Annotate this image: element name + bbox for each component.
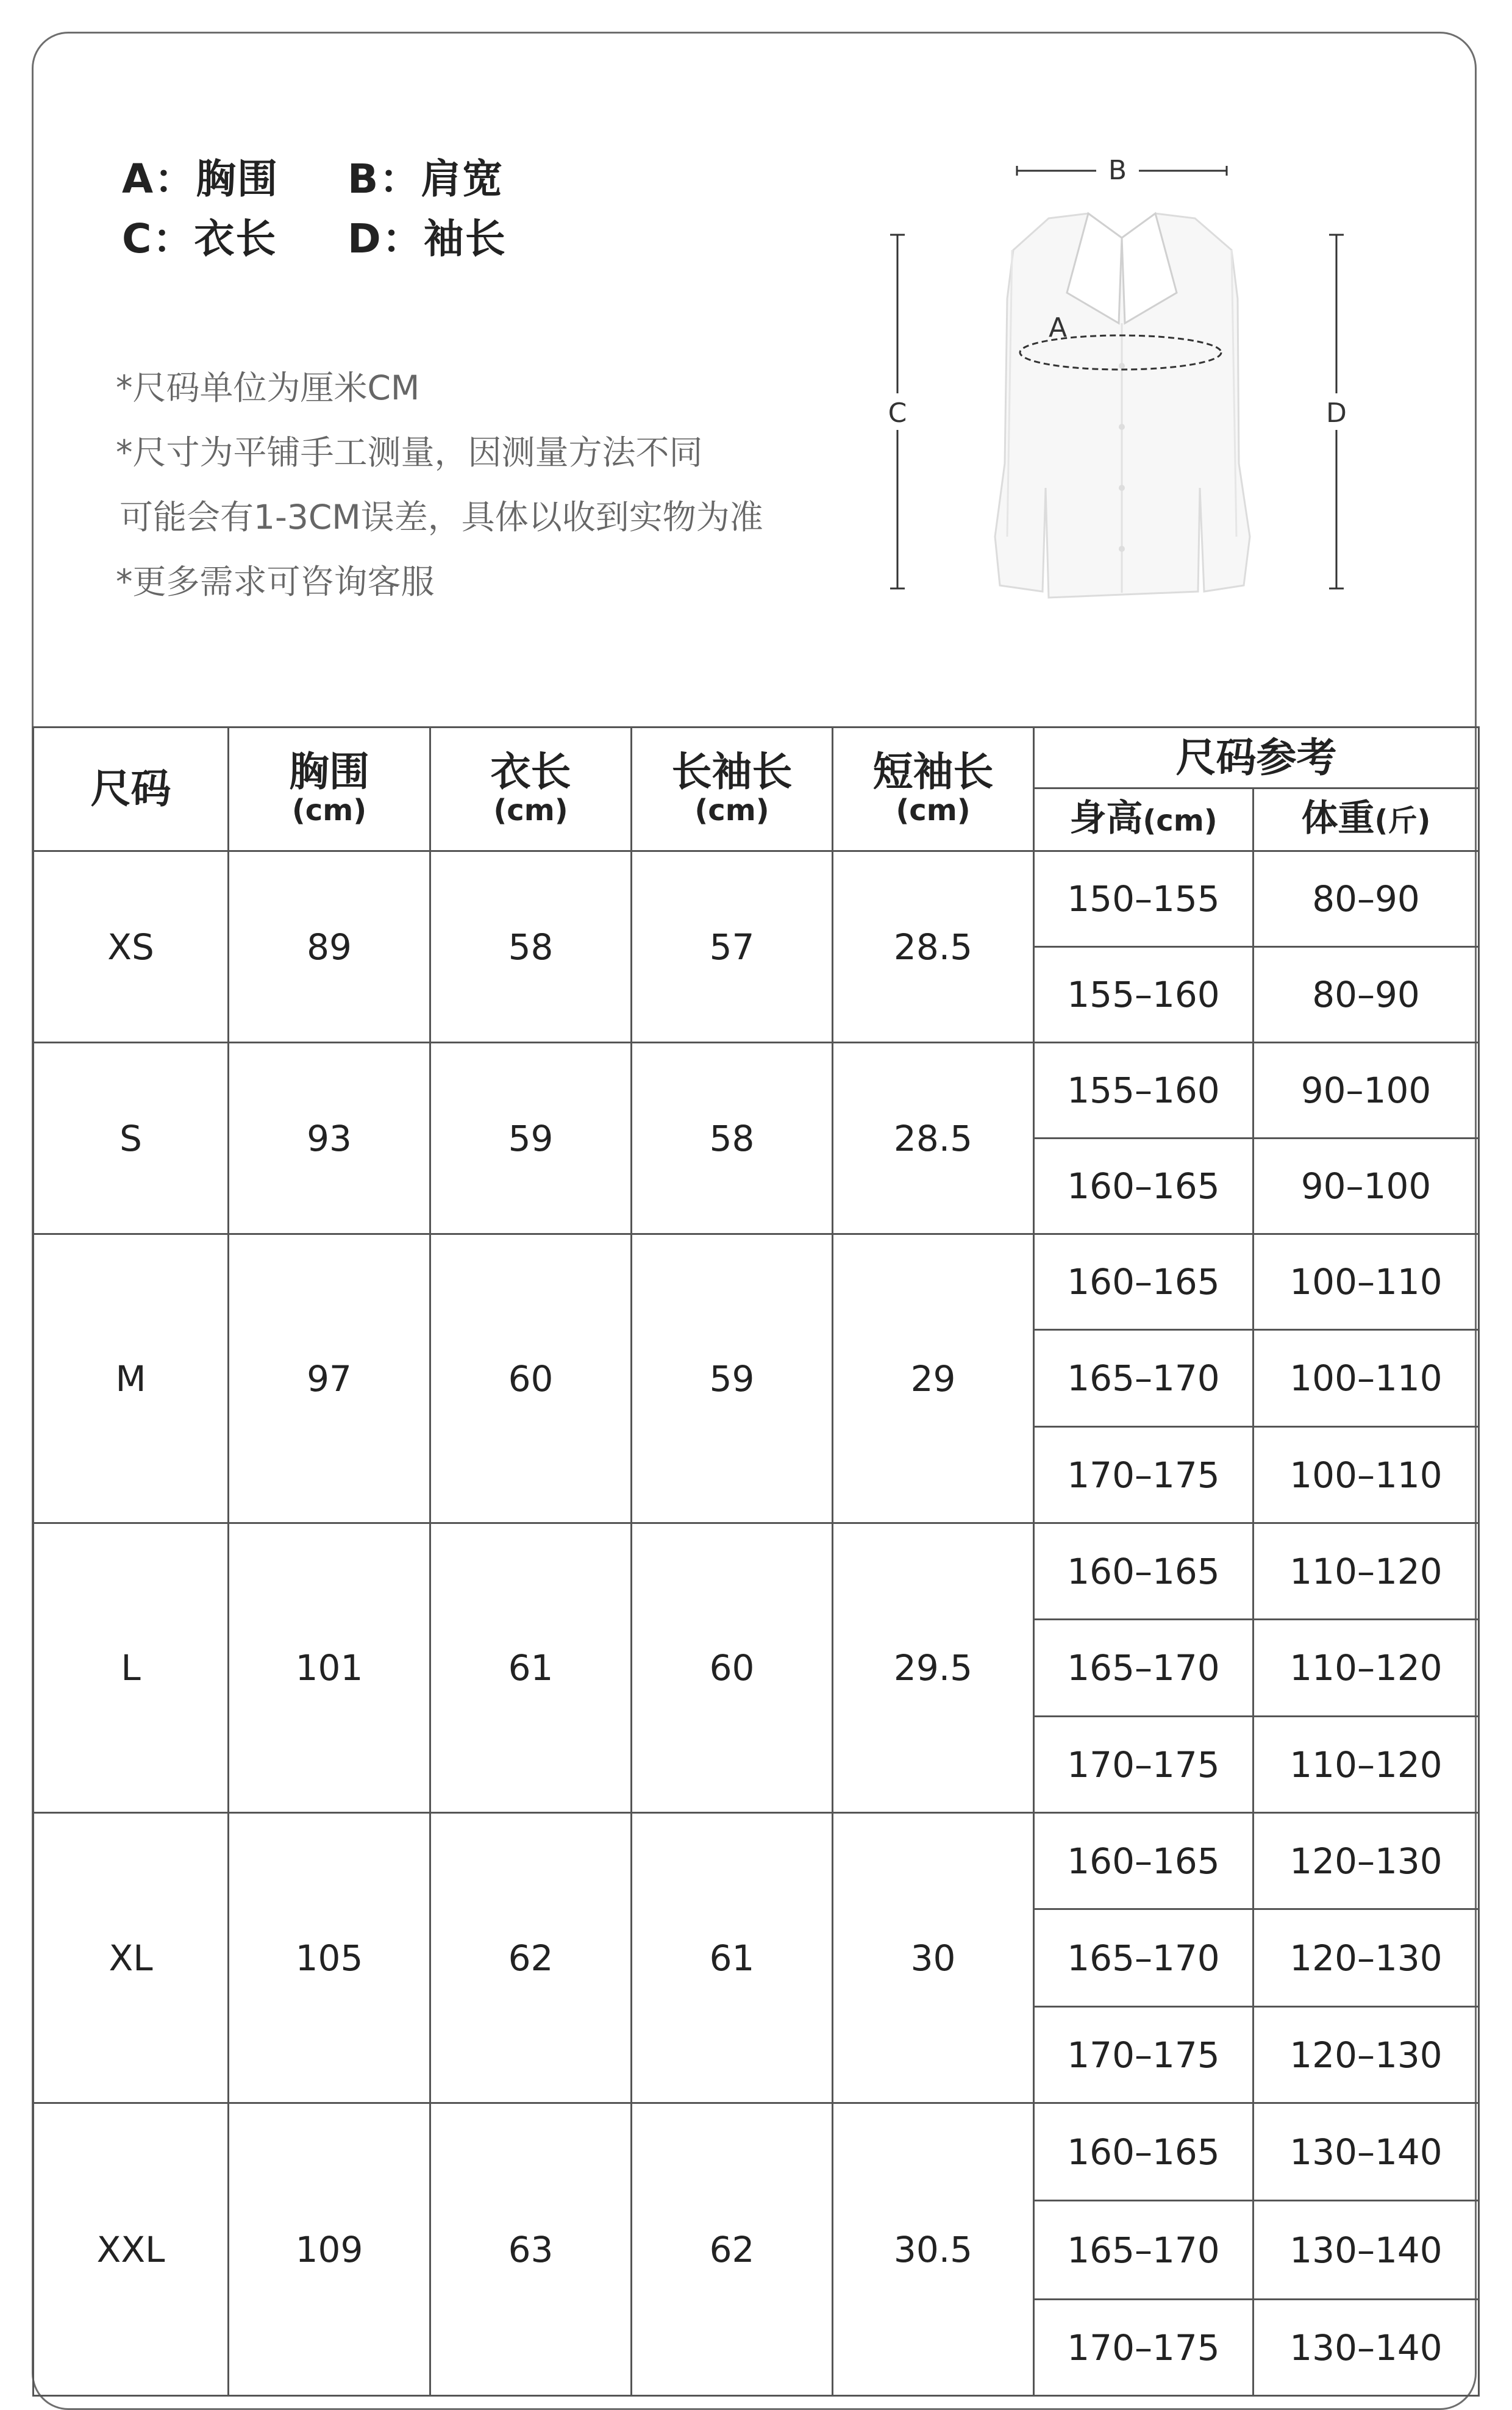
label-d: D bbox=[1326, 398, 1347, 429]
header-row bbox=[34, 728, 1479, 788]
height-range-cell: 165–170 bbox=[1034, 1620, 1253, 1717]
weight-range-cell: 110–120 bbox=[1253, 1523, 1479, 1620]
weight-range-cell: 120–130 bbox=[1253, 1909, 1479, 2007]
long-sleeve-cell: 61 bbox=[632, 1813, 833, 2103]
height-range-cell: 155–160 bbox=[1034, 1043, 1253, 1139]
height-range-cell: 170–175 bbox=[1034, 1717, 1253, 1813]
legend-sleeve: D：袖长 bbox=[348, 215, 507, 262]
chest-cell: 89 bbox=[229, 851, 430, 1043]
size-cell: XL bbox=[34, 1813, 229, 2103]
height-range-cell: 165–170 bbox=[1034, 1909, 1253, 2007]
weight-range-cell: 80–90 bbox=[1253, 947, 1479, 1043]
length-cell: 62 bbox=[430, 1813, 632, 2103]
long-sleeve-cell: 57 bbox=[632, 851, 833, 1043]
size-cell: XXL bbox=[34, 2103, 229, 2396]
length-cell: 60 bbox=[430, 1234, 632, 1523]
legend-line-1 bbox=[122, 146, 504, 204]
weight-range-cell: 120–130 bbox=[1253, 1813, 1479, 1909]
size-cell: L bbox=[34, 1523, 229, 1813]
shirt-icon bbox=[995, 213, 1250, 598]
weight-range-cell: 100–110 bbox=[1253, 1427, 1479, 1523]
height-range-cell: 160–165 bbox=[1034, 1234, 1253, 1330]
size-table bbox=[32, 726, 1480, 2397]
short-sleeve-cell: 29.5 bbox=[833, 1523, 1034, 1813]
note-measure: *尺寸为平铺手工测量，因测量方法不同 bbox=[116, 433, 703, 472]
header-long-sleeve: 长袖长 (cm) bbox=[632, 728, 833, 851]
legend-length: C：衣长 bbox=[122, 215, 277, 262]
weight-range-cell: 90–100 bbox=[1253, 1139, 1479, 1234]
length-cell: 58 bbox=[430, 851, 632, 1043]
length-marker bbox=[886, 235, 908, 588]
header-height: 身高(cm) bbox=[1034, 788, 1253, 851]
header-chest: 胸围 (cm) bbox=[229, 728, 430, 851]
table-row bbox=[34, 1813, 1479, 1909]
chest-cell: 97 bbox=[229, 1234, 430, 1523]
legend-line-2 bbox=[122, 206, 507, 264]
short-sleeve-cell: 30 bbox=[833, 1813, 1034, 2103]
length-cell: 59 bbox=[430, 1043, 632, 1234]
weight-range-cell: 110–120 bbox=[1253, 1620, 1479, 1717]
height-range-cell: 170–175 bbox=[1034, 2007, 1253, 2103]
height-range-cell: 170–175 bbox=[1034, 2300, 1253, 2396]
length-cell: 61 bbox=[430, 1523, 632, 1813]
height-range-cell: 160–165 bbox=[1034, 1813, 1253, 1909]
size-cell: XS bbox=[34, 851, 229, 1043]
height-range-cell: 155–160 bbox=[1034, 947, 1253, 1043]
weight-range-cell: 100–110 bbox=[1253, 1330, 1479, 1427]
height-range-cell: 160–165 bbox=[1034, 1523, 1253, 1620]
long-sleeve-cell: 59 bbox=[632, 1234, 833, 1523]
short-sleeve-cell: 30.5 bbox=[833, 2103, 1034, 2396]
short-sleeve-cell: 28.5 bbox=[833, 851, 1034, 1043]
height-range-cell: 165–170 bbox=[1034, 1330, 1253, 1427]
note-service: *更多需求可咨询客服 bbox=[116, 562, 435, 601]
weight-range-cell: 120–130 bbox=[1253, 2007, 1479, 2103]
header-size: 尺码 bbox=[34, 728, 229, 851]
sleeve-marker bbox=[1325, 235, 1347, 588]
table-row bbox=[34, 1234, 1479, 1330]
long-sleeve-cell: 60 bbox=[632, 1523, 833, 1813]
table-row bbox=[34, 851, 1479, 947]
header-length: 衣长 (cm) bbox=[430, 728, 632, 851]
legend-chest: A：胸围 bbox=[122, 156, 279, 202]
chest-cell: 105 bbox=[229, 1813, 430, 2103]
label-a: A bbox=[1049, 312, 1068, 343]
height-range-cell: 165–170 bbox=[1034, 2201, 1253, 2300]
table-row bbox=[34, 1523, 1479, 1620]
weight-range-cell: 80–90 bbox=[1253, 851, 1479, 947]
weight-range-cell: 100–110 bbox=[1253, 1234, 1479, 1330]
label-c: C bbox=[888, 398, 907, 429]
long-sleeve-cell: 62 bbox=[632, 2103, 833, 2396]
size-cell: M bbox=[34, 1234, 229, 1523]
weight-range-cell: 130–140 bbox=[1253, 2201, 1479, 2300]
chest-cell: 93 bbox=[229, 1043, 430, 1234]
table-body bbox=[34, 851, 1479, 2396]
note-unit: *尺码单位为厘米CM bbox=[116, 368, 420, 407]
shoulder-width-marker bbox=[1017, 155, 1227, 186]
chest-cell: 101 bbox=[229, 1523, 430, 1813]
header-short-sleeve: 短袖长 (cm) bbox=[833, 728, 1034, 851]
weight-range-cell: 130–140 bbox=[1253, 2103, 1479, 2201]
long-sleeve-cell: 58 bbox=[632, 1043, 833, 1234]
size-cell: S bbox=[34, 1043, 229, 1234]
weight-range-cell: 130–140 bbox=[1253, 2300, 1479, 2396]
chest-cell: 109 bbox=[229, 2103, 430, 2396]
label-b: B bbox=[1108, 155, 1127, 186]
weight-range-cell: 90–100 bbox=[1253, 1043, 1479, 1139]
height-range-cell: 160–165 bbox=[1034, 1139, 1253, 1234]
table-row bbox=[34, 1043, 1479, 1139]
note-error: 可能会有1-3CM误差，具体以收到实物为准 bbox=[119, 498, 763, 537]
shirt-measurement-diagram bbox=[866, 146, 1353, 622]
height-range-cell: 170–175 bbox=[1034, 1427, 1253, 1523]
header-reference: 尺码参考 bbox=[1034, 728, 1479, 788]
height-range-cell: 150–155 bbox=[1034, 851, 1253, 947]
header-weight: 体重(斤) bbox=[1253, 788, 1479, 851]
short-sleeve-cell: 29 bbox=[833, 1234, 1034, 1523]
weight-range-cell: 110–120 bbox=[1253, 1717, 1479, 1813]
short-sleeve-cell: 28.5 bbox=[833, 1043, 1034, 1234]
height-range-cell: 160–165 bbox=[1034, 2103, 1253, 2201]
length-cell: 63 bbox=[430, 2103, 632, 2396]
table-row bbox=[34, 2103, 1479, 2201]
legend-shoulder: B：肩宽 bbox=[348, 156, 504, 202]
